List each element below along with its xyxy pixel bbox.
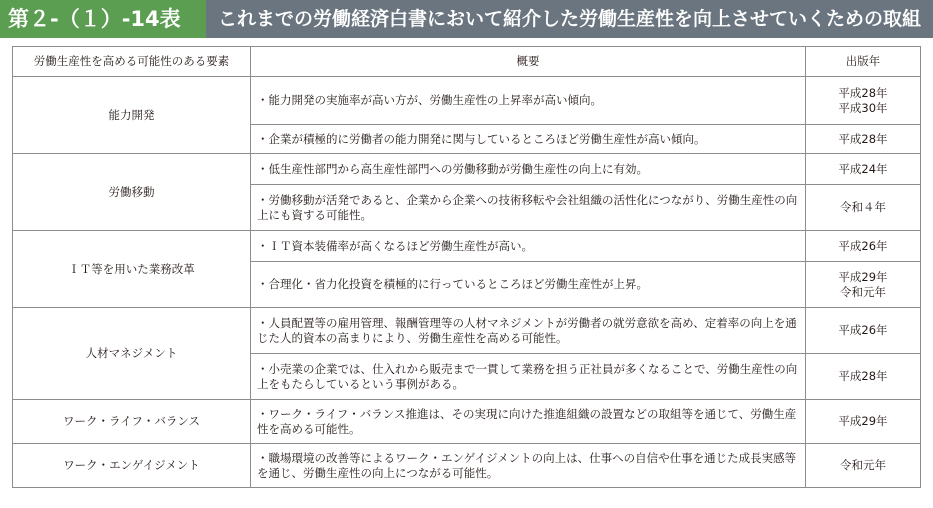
factor-cell: 能力開発 xyxy=(13,77,251,154)
year-cell xyxy=(806,77,921,125)
year-cell xyxy=(806,400,921,444)
factor-cell: 労働移動 xyxy=(13,154,251,231)
table-row xyxy=(13,231,921,262)
year-cell xyxy=(806,185,921,231)
publication-year: 令和４年 xyxy=(840,200,886,214)
table-row xyxy=(13,444,921,488)
year-cell xyxy=(806,262,921,308)
summary-cell: ・小売業の企業では、仕入れから販売まで一貫して業務を担う正社員が多くなることで、労働生産性の向上をもたらしているという事例がある。 xyxy=(251,354,806,400)
factor-cell: ワーク・エンゲイジメント xyxy=(13,444,251,488)
year-cell xyxy=(806,231,921,262)
publication-year: 平成28年 xyxy=(838,131,888,146)
figure-header xyxy=(0,0,933,38)
column-header-summary: 概要 xyxy=(251,47,806,77)
summary-cell: ・人員配置等の雇用管理、報酬管理等の人材マネジメントが労働者の就労意欲を高め、定着率の向上を通じた人的資本の高まりにより、労働生産性を高める可能性。 xyxy=(251,308,806,354)
summary-cell: ・職場環境の改善等によるワーク・エンゲイジメントの向上は、仕事への自信や仕事を通じた成長実感等を通じ、労働生産性の向上につながる可能性。 xyxy=(251,444,806,488)
summary-cell: ・低生産性部門から高生産性部門への労働移動が労働生産性の向上に有効。 xyxy=(251,154,806,185)
table-container xyxy=(12,46,920,488)
summary-cell: ・企業が積極的に労働者の能力開発に関与しているところほど労働生産性が高い傾向。 xyxy=(251,125,806,154)
year-cell xyxy=(806,444,921,488)
summary-cell: ・労働移動が活発であると、企業から企業への技術移転や会社組織の活性化につながり、労働生産性の向上にも資する可能性。 xyxy=(251,185,806,231)
table-row xyxy=(13,400,921,444)
year-cell xyxy=(806,308,921,354)
table-row xyxy=(13,154,921,185)
column-header-year: 出版年 xyxy=(806,47,921,77)
column-header-factor: 労働生産性を高める可能性のある要素 xyxy=(13,47,251,77)
summary-cell: ・ワーク・ライフ・バランス推進は、その実現に向けた推進組織の設置などの取組等を通じて、労働生産性を高める可能性。 xyxy=(251,400,806,444)
year-cell xyxy=(806,125,921,154)
publication-year: 平成30年 xyxy=(838,100,888,115)
summary-cell: ・ＩＴ資本装備率が高くなるほど労働生産性が高い。 xyxy=(251,231,806,262)
factor-cell: ＩＴ等を用いた業務改革 xyxy=(13,231,251,308)
summary-cell: ・能力開発の実施率が高い方が、労働生産性の上昇率が高い傾向。 xyxy=(251,77,806,125)
publication-year: 平成26年 xyxy=(838,238,888,253)
publication-year: 平成29年 xyxy=(838,414,888,428)
publication-year: 平成28年 xyxy=(838,85,888,100)
year-cell xyxy=(806,354,921,400)
publication-year: 令和元年 xyxy=(840,458,886,472)
publication-year: 令和元年 xyxy=(840,284,886,299)
table-row xyxy=(13,77,921,125)
factor-cell: ワーク・ライフ・バランス xyxy=(13,400,251,444)
year-cell xyxy=(806,154,921,185)
productivity-initiatives-table xyxy=(12,46,921,488)
publication-year: 平成28年 xyxy=(838,369,888,383)
figure-title: これまでの労働経済白書において紹介した労働生産性を向上させていくための取組 xyxy=(218,8,922,30)
publication-year: 平成29年 xyxy=(838,269,888,284)
summary-cell: ・合理化・省力化投資を積極的に行っているところほど労働生産性が上昇。 xyxy=(251,262,806,308)
factor-cell: 人材マネジメント xyxy=(13,308,251,400)
figure-number-label: 第２-（１）-14表 xyxy=(0,0,206,38)
publication-year: 平成26年 xyxy=(838,323,888,337)
table-body xyxy=(13,77,921,488)
table-header-row xyxy=(13,47,921,77)
publication-year: 平成24年 xyxy=(838,161,888,176)
table-row xyxy=(13,308,921,354)
